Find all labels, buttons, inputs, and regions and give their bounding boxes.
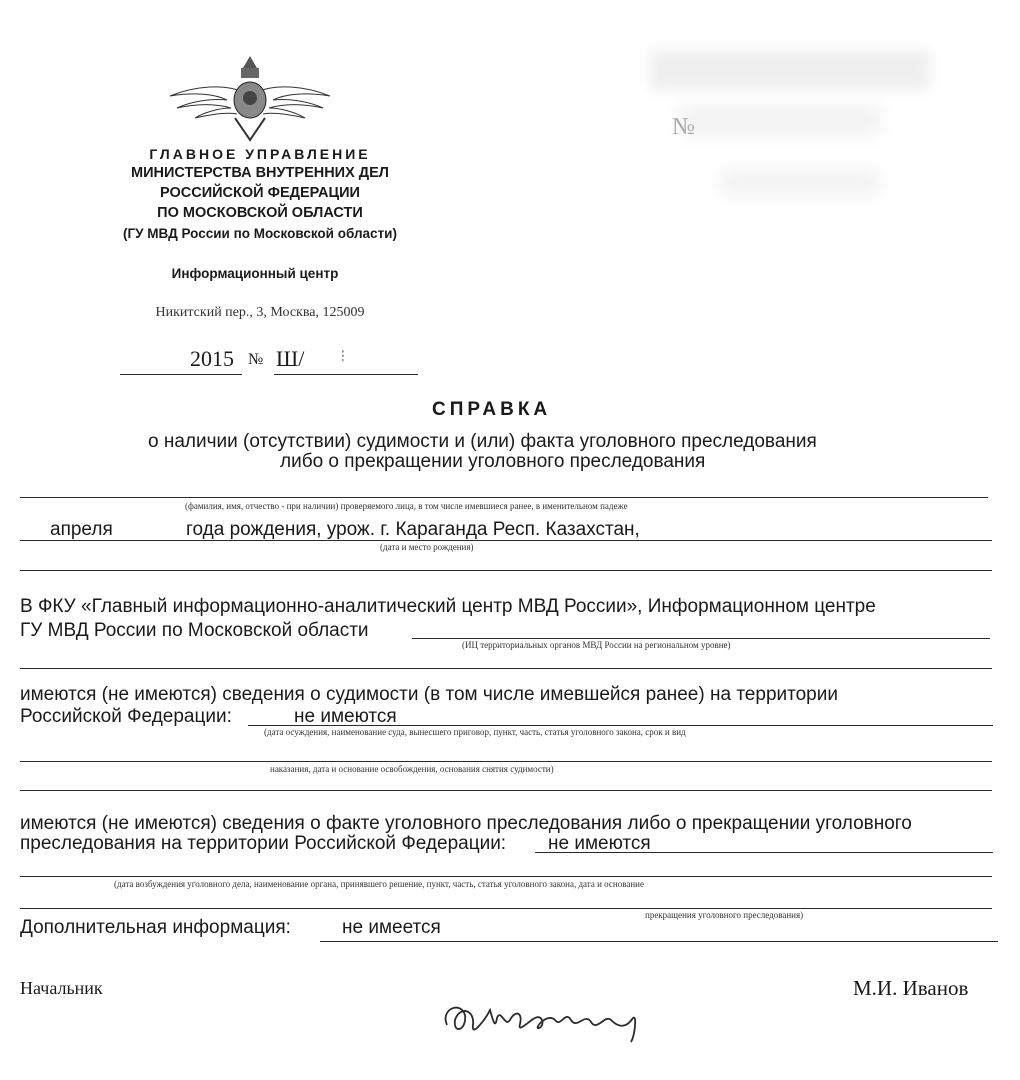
reg-num-mark: ⁝	[340, 346, 346, 366]
stamp-number-sign: №	[672, 114, 695, 140]
reg-num-sign: №	[248, 351, 264, 368]
center-text-2: ГУ МВД России по Московской области	[20, 620, 369, 641]
prosecution-value: не имеются	[548, 833, 651, 854]
conviction-line-2	[20, 761, 992, 762]
center-hint: (ИЦ территориальных органов МВД России на региональном уровне)	[462, 640, 731, 650]
birth-month: апреля	[50, 519, 113, 540]
document-subtitle-1: о наличии (отсутствии) судимости и (или) факта уголовного преследования	[148, 431, 817, 452]
header-line-5: (ГУ МВД России по Московской области)	[123, 226, 397, 241]
conviction-line	[248, 725, 993, 726]
conviction-hint-1: (дата осуждения, наименование суда, вынесшего приговор, пункт, часть, статья уголовного закона, срок и вид	[264, 727, 686, 737]
conviction-value: не имеются	[294, 706, 397, 727]
department-name: Информационный центр	[171, 266, 339, 281]
signer-position: Начальник	[20, 978, 103, 998]
extra-info-line	[320, 941, 998, 942]
mvd-emblem	[165, 48, 335, 143]
reg-num-underline	[274, 374, 418, 375]
header-line-4: ПО МОСКОВСКОЙ ОБЛАСТИ	[157, 205, 363, 221]
birth-line-2	[20, 570, 992, 571]
extra-info-label: Дополнительная информация:	[20, 917, 291, 938]
prosecution-hint-1: (дата возбуждения уголовного дела, наименование органа, принявшего решение, пункт, часть, статья уголовного закона, дата и основание	[114, 879, 644, 889]
name-line	[20, 497, 988, 498]
center-line-2	[20, 668, 992, 669]
conviction-text-1: имеются (не имеются) сведения о судимости (в том числе имевшейся ранее) на территории	[20, 684, 838, 705]
document-subtitle-2: либо о прекращении уголовного преследования	[280, 451, 706, 472]
name-hint: (фамилия, имя, отчество - при наличии) проверяемого лица, в том числе имевшиеся ранее, в именительном падеже	[185, 501, 628, 511]
conviction-hint-2: наказания, дата и основание освобождения, основания снятия судимости)	[270, 764, 554, 774]
extra-info-value: не имеется	[342, 917, 441, 938]
faded-stamp	[620, 30, 940, 220]
center-text-1: В ФКУ «Главный информационно-аналитический центр МВД России», Информационном центре	[20, 596, 876, 617]
address: Никитский пер., 3, Москва, 125009	[155, 305, 365, 320]
header-line-3: РОССИЙСКОЙ ФЕДЕРАЦИИ	[160, 185, 360, 201]
conviction-text-2: Российской Федерации:	[20, 706, 232, 727]
reg-year: 2015	[190, 346, 234, 371]
prosecution-line	[535, 852, 993, 853]
birth-hint: (дата и место рождения)	[380, 542, 474, 552]
reg-num-prefix: Ш/	[276, 346, 305, 371]
prosecution-text-2: преследования на территории Российской Федерации:	[20, 833, 507, 854]
prosecution-line-2	[20, 876, 992, 877]
header-line-1: ГЛАВНОЕ УПРАВЛЕНИЕ	[149, 146, 371, 162]
prosecution-hint-2: прекращения уголовного преследования)	[645, 910, 804, 920]
center-line	[412, 638, 990, 639]
prosecution-line-3	[20, 908, 992, 909]
header-line-2: МИНИСТЕРСТВА ВНУТРЕННИХ ДЕЛ	[131, 165, 389, 181]
birth-line	[20, 540, 992, 541]
signer-name: М.И. Иванов	[853, 976, 969, 1000]
prosecution-text-1: имеются (не имеются) сведения о факте уголовного преследования либо о прекращении уголовного	[20, 813, 912, 834]
conviction-line-3	[20, 790, 992, 791]
document-title: СПРАВКА	[432, 399, 552, 420]
signature	[435, 990, 650, 1050]
reg-year-underline	[120, 374, 242, 375]
birth-place: года рождения, урож. г. Караганда Респ. Казахстан,	[186, 519, 640, 540]
